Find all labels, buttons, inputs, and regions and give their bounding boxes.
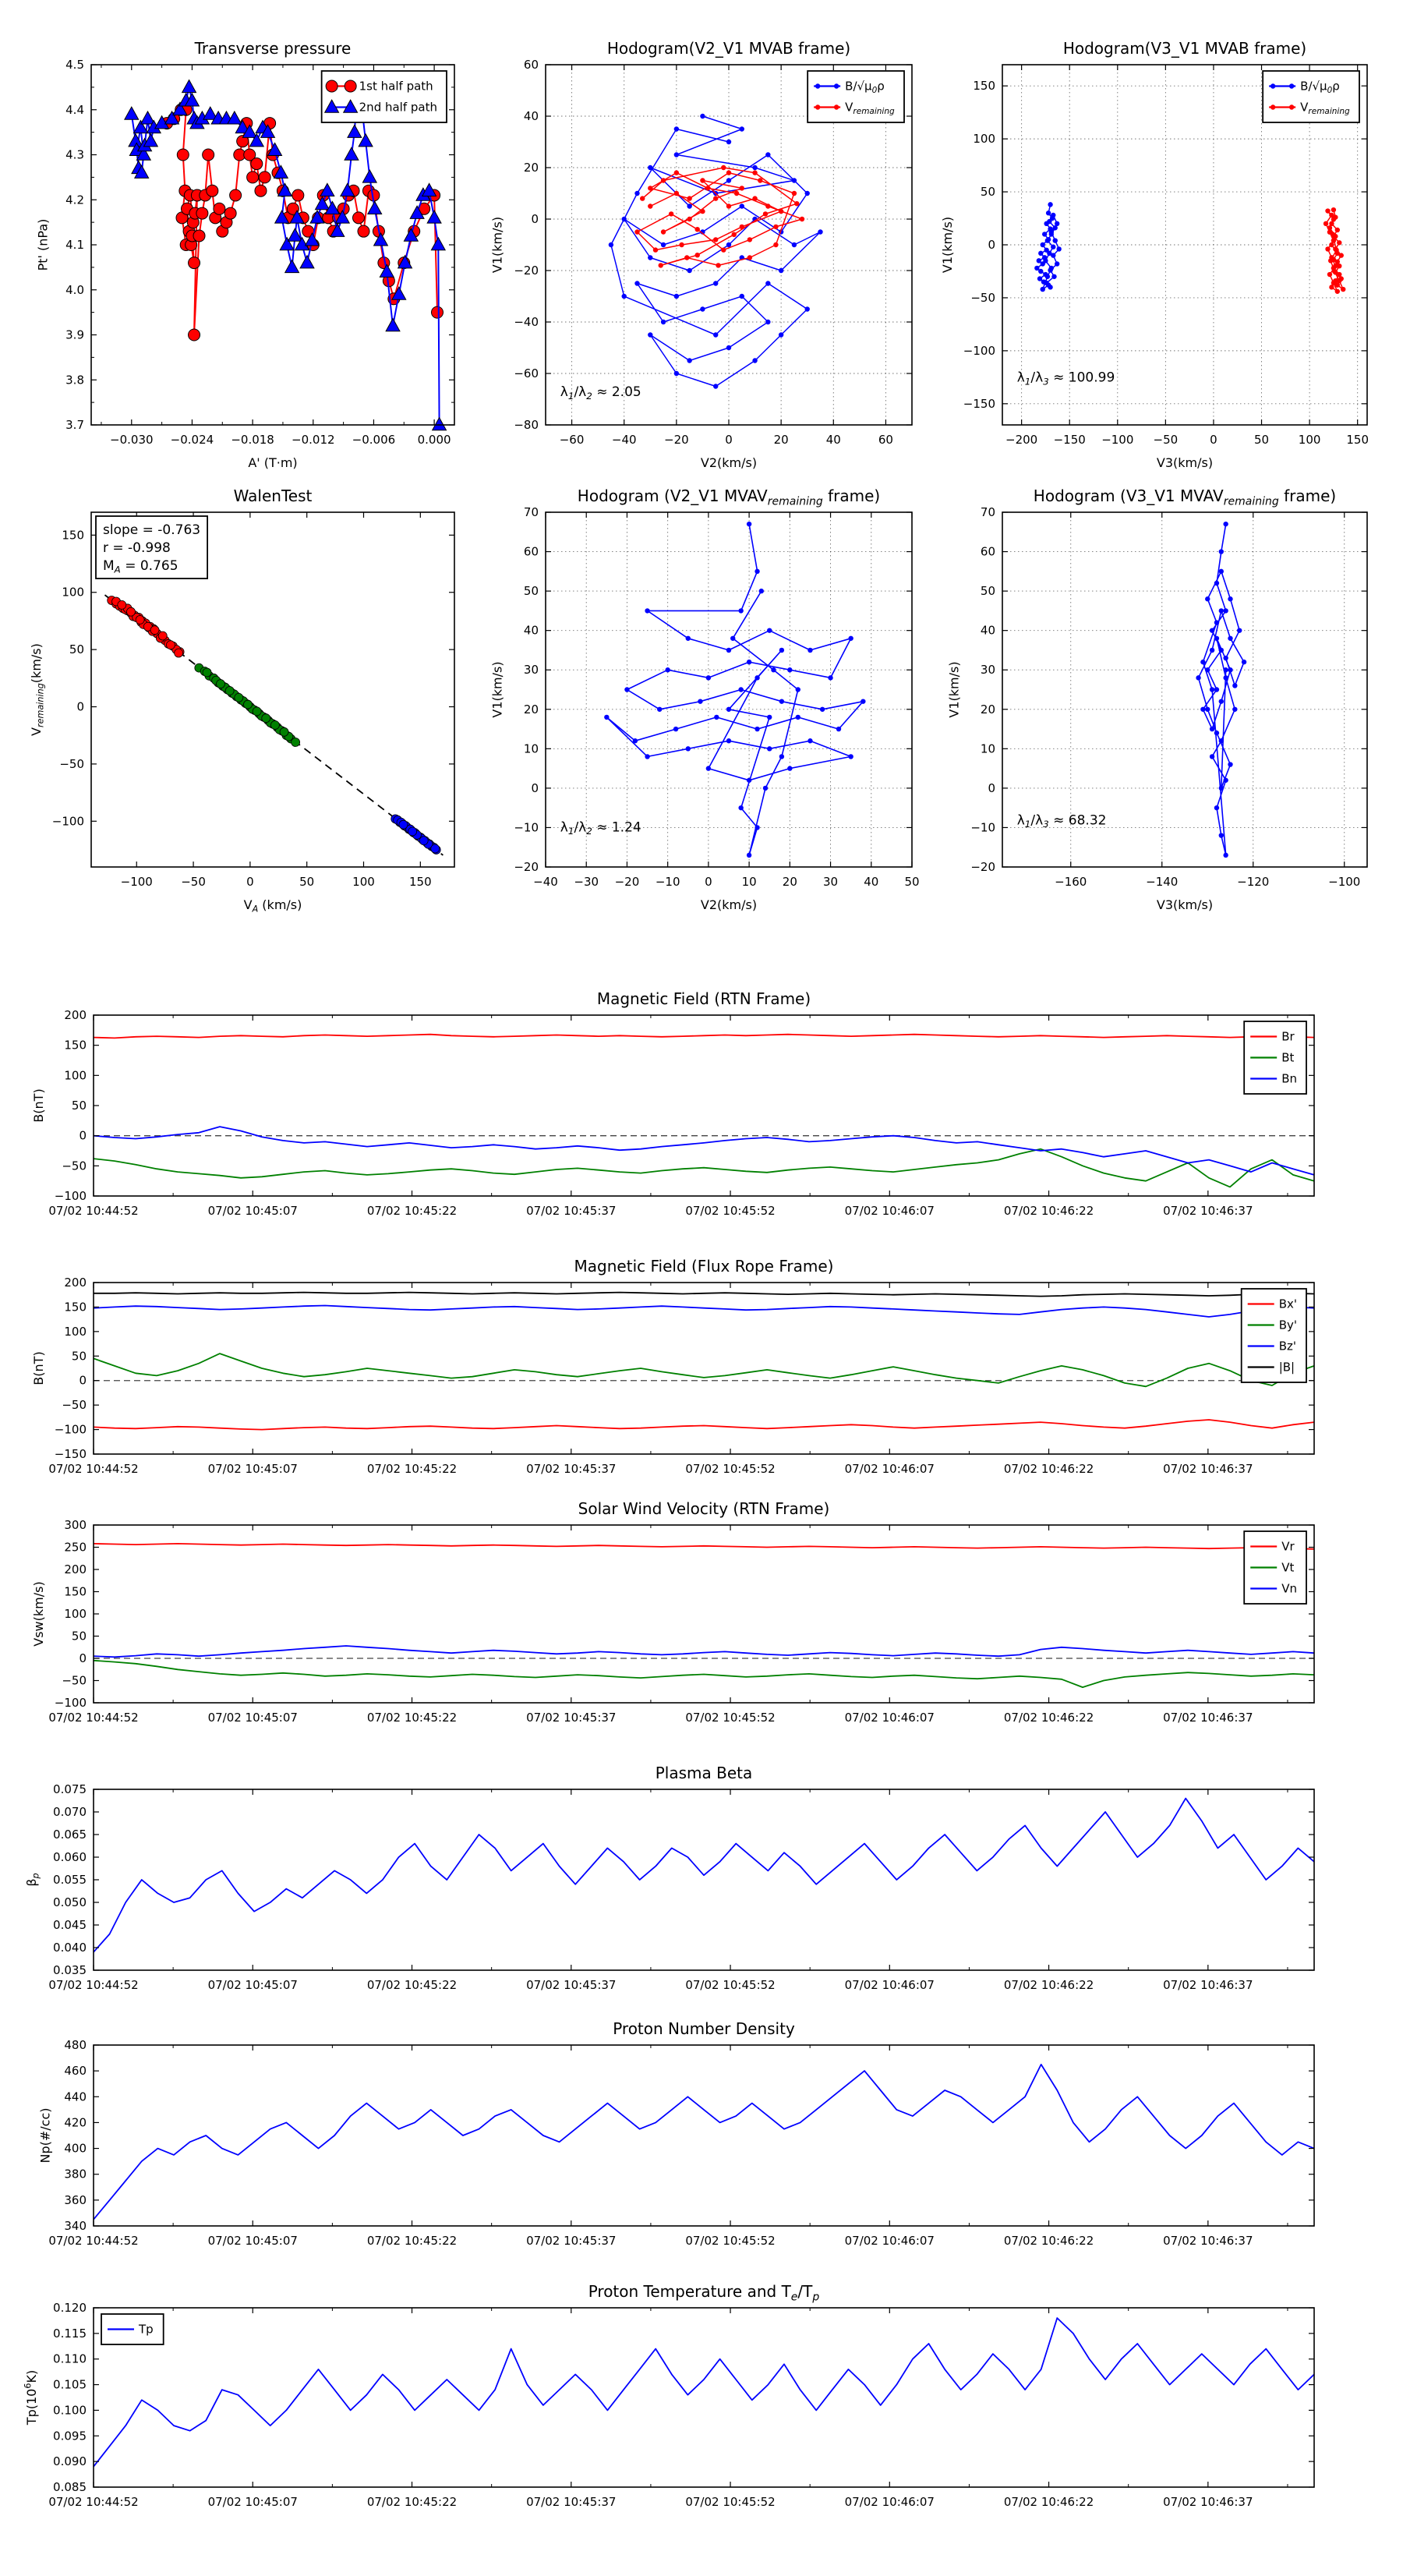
- x-tick-label: 0.000: [417, 433, 451, 447]
- y-tick-label: −50: [62, 1673, 87, 1688]
- y-tick-label: −20: [970, 860, 995, 874]
- y-tick-label: 0.045: [53, 1918, 87, 1932]
- y-tick-label: −60: [514, 366, 539, 380]
- y-tick-label: 0: [531, 780, 539, 795]
- chart-title: Solar Wind Velocity (RTN Frame): [578, 1499, 830, 1518]
- legend-label: $B/√\mu_0\rho$: [1300, 79, 1340, 95]
- y-tick-label: 150: [64, 1300, 87, 1315]
- plot-background: [94, 2308, 1314, 2487]
- chart-title: Hodogram (V3_V1 $MVAV_{remaining}$ frame): [1033, 487, 1337, 508]
- x-tick-label: −160: [1055, 875, 1087, 889]
- chart-title: Magnetic Field (RTN Frame): [596, 989, 811, 1008]
- legend: [1263, 71, 1359, 122]
- y-tick-label: 4.5: [65, 58, 84, 72]
- x-tick-label: 07/02 10:45:07: [207, 2495, 298, 2509]
- x-tick-label: −10: [655, 875, 680, 889]
- y-tick-label: 0.040: [53, 1941, 87, 1955]
- x-tick-label: 60: [878, 433, 893, 447]
- chart-title: Transverse pressure: [194, 39, 352, 58]
- x-tick-label: 07/02 10:46:37: [1163, 2495, 1253, 2509]
- annotation-text: $\lambda_1/\lambda_2 \approx 2.05$: [560, 384, 641, 402]
- chart-proton-temperature: [23, 2282, 1314, 2509]
- y-tick-label: 3.9: [65, 327, 84, 342]
- y-tick-label: 50: [71, 1349, 87, 1364]
- x-tick-label: 100: [352, 875, 375, 889]
- x-tick-label: −20: [664, 433, 689, 447]
- x-axis-label: A' (T·m): [248, 455, 298, 470]
- x-tick-label: 07/02 10:46:37: [1163, 2234, 1253, 2248]
- y-tick-label: 100: [64, 1324, 87, 1339]
- y-tick-label: −50: [59, 756, 84, 771]
- y-tick-label: 50: [69, 642, 84, 657]
- legend: [808, 71, 904, 122]
- y-tick-label: −50: [62, 1398, 87, 1413]
- y-tick-label: −80: [514, 418, 539, 432]
- legend: [1244, 1021, 1306, 1094]
- x-tick-label: −50: [1153, 433, 1179, 447]
- y-tick-label: 4.1: [65, 238, 84, 252]
- x-tick-label: −150: [1053, 433, 1086, 447]
- annotation-text: $\lambda_1/\lambda_2 \approx 1.24$: [560, 819, 641, 837]
- x-axis-label: V2(km/s): [700, 455, 758, 470]
- x-tick-label: −0.018: [231, 433, 274, 447]
- y-tick-label: 4.3: [65, 147, 84, 162]
- chart-walen-test: [29, 487, 454, 915]
- x-tick-label: 07/02 10:46:07: [844, 1978, 935, 1992]
- x-tick-label: 07/02 10:45:37: [526, 1462, 617, 1476]
- legend: [1244, 1531, 1306, 1604]
- y-tick-label: 0: [76, 699, 84, 714]
- y-tick-label: 0.085: [53, 2480, 87, 2494]
- legend-label: Bt: [1281, 1050, 1295, 1065]
- x-tick-label: 07/02 10:45:07: [207, 1978, 298, 1992]
- x-tick-label: 07/02 10:46:37: [1163, 1978, 1253, 1992]
- y-tick-label: 0.095: [53, 2429, 87, 2443]
- y-tick-label: 360: [64, 2192, 87, 2207]
- y-tick-label: −50: [62, 1159, 87, 1173]
- legend: [101, 2314, 164, 2344]
- y-tick-label: 0.100: [53, 2403, 87, 2418]
- chart-title: Plasma Beta: [655, 1764, 753, 1782]
- y-tick-label: 0: [531, 212, 539, 226]
- y-tick-label: 50: [71, 1099, 87, 1113]
- legend-label: By': [1278, 1318, 1297, 1332]
- y-tick-label: 3.8: [65, 373, 84, 387]
- y-tick-label: 150: [64, 1038, 87, 1053]
- y-tick-label: 0.110: [53, 2351, 87, 2366]
- y-tick-label: −100: [963, 343, 995, 358]
- x-tick-label: 07/02 10:46:07: [844, 1711, 935, 1725]
- y-tick-label: 100: [64, 1607, 87, 1621]
- x-tick-label: 07/02 10:44:52: [48, 2234, 139, 2248]
- chart-hodogram-v2v1-mvab: [490, 39, 912, 470]
- y-tick-label: 30: [523, 663, 539, 678]
- y-tick-label: −100: [54, 1696, 87, 1710]
- chart-plasma-beta: [24, 1764, 1314, 1992]
- y-tick-label: 4.0: [65, 282, 84, 297]
- y-tick-label: 20: [523, 702, 539, 717]
- x-tick-label: 07/02 10:46:07: [844, 2234, 935, 2248]
- chart-proton-number-density: [38, 2019, 1314, 2248]
- chart-magnetic-field-flux-rope: [31, 1257, 1314, 1476]
- y-axis-label: Vsw(km/s): [30, 1581, 46, 1647]
- y-tick-label: 50: [523, 584, 539, 599]
- y-tick-label: 0.065: [53, 1828, 87, 1842]
- legend-label: $B/√\mu_0\rho$: [845, 79, 885, 95]
- legend-label: 1st half path: [359, 79, 433, 94]
- x-tick-label: 07/02 10:46:37: [1163, 1711, 1253, 1725]
- y-tick-label: −40: [514, 315, 539, 329]
- legend-label: Bz': [1278, 1339, 1296, 1353]
- y-tick-label: −150: [54, 1447, 87, 1461]
- y-tick-label: 0.055: [53, 1873, 87, 1887]
- chart-title: Hodogram (V2_V1 $MVAV_{remaining}$ frame): [577, 487, 881, 508]
- x-tick-label: 07/02 10:45:52: [685, 1204, 776, 1218]
- x-tick-label: −20: [614, 875, 640, 889]
- x-tick-label: 10: [741, 875, 757, 889]
- chart-title: WalenTest: [233, 487, 313, 505]
- y-tick-label: 0.050: [53, 1895, 87, 1909]
- y-tick-label: 0: [79, 1128, 87, 1143]
- y-tick-label: 20: [980, 702, 995, 717]
- y-tick-label: 60: [523, 544, 539, 559]
- x-tick-label: 07/02 10:46:22: [1003, 2234, 1094, 2248]
- x-tick-label: 07/02 10:44:52: [48, 1711, 139, 1725]
- x-tick-label: −0.030: [110, 433, 154, 447]
- legend-label: Bn: [1281, 1071, 1297, 1086]
- x-tick-label: 07/02 10:45:37: [526, 1978, 617, 1992]
- y-axis-label: V1(km/s): [946, 661, 962, 718]
- y-axis-label: V1(km/s): [489, 661, 505, 718]
- chart-transverse-pressure: [36, 39, 454, 470]
- x-tick-label: 07/02 10:46:22: [1003, 1711, 1094, 1725]
- chart-solar-wind-velocity: [31, 1499, 1314, 1725]
- y-tick-label: 100: [64, 1068, 87, 1083]
- y-tick-label: 300: [64, 1518, 87, 1532]
- x-tick-label: −0.024: [170, 433, 214, 447]
- x-axis-label: V2(km/s): [700, 897, 758, 912]
- annotation-line: r = -0.998: [103, 540, 171, 556]
- chart-hodogram-v2v1-mvav: [490, 487, 920, 912]
- y-tick-label: 0.120: [53, 2301, 87, 2315]
- x-tick-label: 07/02 10:46:37: [1163, 1204, 1253, 1218]
- y-tick-label: 3.7: [65, 418, 84, 432]
- x-tick-label: 07/02 10:45:07: [207, 1711, 298, 1725]
- y-axis-label: $V_{remaining}(km/s)$: [28, 643, 46, 736]
- x-tick-label: 07/02 10:45:37: [526, 1204, 617, 1218]
- x-tick-label: 07/02 10:45:52: [685, 2495, 776, 2509]
- x-tick-label: 07/02 10:46:07: [844, 2495, 935, 2509]
- x-tick-label: 07/02 10:44:52: [48, 1978, 139, 1992]
- y-tick-label: 480: [64, 2038, 87, 2052]
- x-tick-label: 0: [246, 875, 254, 889]
- y-tick-label: 0: [988, 238, 995, 252]
- x-tick-label: 07/02 10:46:07: [844, 1462, 935, 1476]
- x-tick-label: 07/02 10:46:22: [1003, 1204, 1094, 1218]
- x-tick-label: 07/02 10:45:37: [526, 2495, 617, 2509]
- x-tick-label: 07/02 10:45:22: [366, 1462, 458, 1476]
- x-tick-label: 07/02 10:45:52: [685, 1711, 776, 1725]
- x-tick-label: −100: [1328, 875, 1361, 889]
- y-axis-label: B(nT): [30, 1088, 46, 1123]
- x-tick-label: 40: [825, 433, 841, 447]
- x-tick-label: 07/02 10:45:22: [366, 2234, 458, 2248]
- y-tick-label: 70: [523, 505, 539, 519]
- x-tick-label: 07/02 10:45:52: [685, 1978, 776, 1992]
- x-tick-label: 07/02 10:44:52: [48, 1204, 139, 1218]
- x-axis-label: V3(km/s): [1156, 455, 1214, 470]
- y-tick-label: 340: [64, 2219, 87, 2233]
- y-tick-label: 10: [523, 741, 539, 756]
- x-tick-label: 20: [773, 433, 789, 447]
- x-tick-label: 20: [782, 875, 797, 889]
- legend-label: Vn: [1281, 1581, 1297, 1596]
- x-tick-label: −100: [120, 875, 153, 889]
- y-tick-label: 0.075: [53, 1782, 87, 1796]
- annotation-line: slope = -0.763: [103, 522, 201, 538]
- y-tick-label: 50: [71, 1629, 87, 1644]
- x-tick-label: 0: [705, 875, 712, 889]
- legend-label: $V_{remaining}$: [845, 100, 895, 116]
- x-tick-label: 0: [1210, 433, 1217, 447]
- y-tick-label: 50: [980, 584, 995, 599]
- x-tick-label: −100: [1101, 433, 1134, 447]
- chart-magnetic-field-rtn: [31, 989, 1314, 1218]
- x-tick-label: 07/02 10:46:07: [844, 1204, 935, 1218]
- x-tick-label: 07/02 10:45:22: [366, 1204, 458, 1218]
- x-tick-label: 50: [299, 875, 315, 889]
- chart-title: Proton Number Density: [613, 2019, 795, 2038]
- x-tick-label: 0: [725, 433, 733, 447]
- y-tick-label: 250: [64, 1540, 87, 1555]
- y-tick-label: −100: [54, 1189, 87, 1203]
- legend-label: 2nd half path: [359, 100, 437, 115]
- annotation-text: $\lambda_1/\lambda_3 \approx 100.99$: [1016, 370, 1115, 387]
- plot-background: [94, 1015, 1314, 1196]
- y-axis-label: B(nT): [30, 1351, 46, 1385]
- x-tick-label: 30: [823, 875, 839, 889]
- x-tick-label: 07/02 10:45:52: [685, 1462, 776, 1476]
- plot-background: [94, 1789, 1314, 1970]
- chart-title: Proton Temperature and $T_e/T_p$: [588, 2282, 820, 2304]
- y-tick-label: 0.060: [53, 1850, 87, 1864]
- y-tick-label: 70: [980, 505, 995, 519]
- y-tick-label: 40: [980, 623, 995, 638]
- legend-label: Vr: [1281, 1539, 1295, 1554]
- chart-hodogram-v3v1-mvav: [947, 487, 1367, 912]
- y-tick-label: 100: [973, 132, 995, 147]
- x-tick-label: 150: [408, 875, 432, 889]
- chart-title: Magnetic Field (Flux Rope Frame): [574, 1257, 834, 1276]
- y-tick-label: 0: [988, 780, 995, 795]
- y-tick-label: 440: [64, 2089, 87, 2104]
- y-tick-label: 4.2: [65, 193, 84, 207]
- y-tick-label: 4.4: [65, 102, 84, 117]
- y-tick-label: 30: [980, 663, 995, 678]
- y-tick-label: 200: [64, 1276, 87, 1290]
- x-tick-label: 50: [904, 875, 920, 889]
- x-tick-label: 07/02 10:46:22: [1003, 1978, 1094, 1992]
- x-tick-label: −0.006: [352, 433, 396, 447]
- y-tick-label: −20: [514, 264, 539, 278]
- y-tick-label: 0.115: [53, 2326, 87, 2341]
- x-tick-label: 07/02 10:45:07: [207, 1462, 298, 1476]
- x-tick-label: 07/02 10:46:37: [1163, 1462, 1253, 1476]
- legend-label: Vt: [1281, 1560, 1295, 1575]
- y-tick-label: 100: [62, 585, 84, 600]
- chart-hodogram-v3v1-mvab: [940, 39, 1369, 470]
- legend-label: Br: [1281, 1029, 1295, 1044]
- y-tick-label: 0.070: [53, 1805, 87, 1819]
- y-tick-label: 0: [79, 1651, 87, 1665]
- y-tick-label: 150: [64, 1584, 87, 1599]
- x-tick-label: 07/02 10:46:22: [1003, 1462, 1094, 1476]
- legend-label: Tp: [139, 2322, 154, 2337]
- y-axis-label: V1(km/s): [489, 216, 505, 274]
- x-tick-label: 07/02 10:45:07: [207, 2234, 298, 2248]
- x-tick-label: 07/02 10:45:37: [526, 1711, 617, 1725]
- y-tick-label: 400: [64, 2141, 87, 2156]
- x-tick-label: −0.012: [292, 433, 335, 447]
- chart-title: Hodogram(V2_V1 MVAB frame): [606, 39, 851, 58]
- y-tick-label: −20: [514, 860, 539, 874]
- x-tick-label: −40: [611, 433, 637, 447]
- y-tick-label: 150: [973, 79, 995, 94]
- x-tick-label: 100: [1298, 433, 1321, 447]
- y-tick-label: 200: [64, 1008, 87, 1022]
- legend: [1242, 1289, 1306, 1382]
- y-tick-label: 420: [64, 2115, 87, 2130]
- y-tick-label: 10: [980, 741, 995, 756]
- annotation-text: $\lambda_1/\lambda_3 \approx 68.32$: [1016, 812, 1107, 830]
- y-tick-label: −100: [54, 1422, 87, 1437]
- x-tick-label: 50: [1253, 433, 1270, 447]
- y-tick-label: 60: [523, 58, 539, 72]
- x-tick-label: −120: [1237, 875, 1270, 889]
- x-axis-label: V3(km/s): [1156, 897, 1214, 912]
- x-tick-label: 07/02 10:45:22: [366, 1711, 458, 1725]
- x-tick-label: −50: [181, 875, 206, 889]
- x-tick-label: 07/02 10:45:22: [366, 1978, 458, 1992]
- y-tick-label: 0.090: [53, 2454, 87, 2469]
- x-tick-label: 150: [1346, 433, 1369, 447]
- annotation-line: $M_A = 0.765$: [103, 558, 178, 575]
- y-tick-label: 150: [62, 528, 84, 543]
- y-tick-label: −150: [963, 396, 995, 411]
- y-axis-label: V1(km/s): [939, 216, 955, 274]
- y-tick-label: −10: [970, 820, 995, 835]
- x-tick-label: 07/02 10:44:52: [48, 1462, 139, 1476]
- legend-label: |B|: [1278, 1360, 1295, 1375]
- y-tick-label: 380: [64, 2167, 87, 2181]
- y-tick-label: 0.105: [53, 2377, 87, 2392]
- x-tick-label: 07/02 10:44:52: [48, 2495, 139, 2509]
- y-tick-label: 40: [523, 109, 539, 123]
- x-tick-label: 07/02 10:45:07: [207, 1204, 298, 1218]
- x-tick-label: 07/02 10:45:52: [685, 2234, 776, 2248]
- annotation-box: [96, 516, 207, 579]
- plot-background: [94, 2045, 1314, 2226]
- x-tick-label: −140: [1146, 875, 1179, 889]
- x-tick-label: 40: [864, 875, 879, 889]
- y-axis-label: Pt' (nPa): [35, 218, 51, 271]
- y-axis-label: $Tp(10^6K)$: [23, 2369, 39, 2426]
- y-axis-label: Np(#/cc): [37, 2107, 53, 2164]
- y-tick-label: 200: [64, 1562, 87, 1576]
- x-tick-label: 07/02 10:45:37: [526, 2234, 617, 2248]
- legend-label: $V_{remaining}$: [1300, 100, 1350, 116]
- y-tick-label: −100: [51, 814, 84, 829]
- y-tick-label: −50: [970, 290, 995, 305]
- y-axis-label: $\beta_p$: [24, 1873, 41, 1887]
- x-axis-label: $V_A$ (km/s): [243, 897, 302, 915]
- y-tick-label: 40: [523, 623, 539, 638]
- y-tick-label: 460: [64, 2064, 87, 2079]
- x-tick-label: −30: [574, 875, 599, 889]
- y-tick-label: 50: [980, 185, 995, 200]
- x-tick-label: 07/02 10:45:22: [366, 2495, 458, 2509]
- chart-title: Hodogram(V3_V1 MVAB frame): [1062, 39, 1307, 58]
- x-tick-label: 07/02 10:46:22: [1003, 2495, 1094, 2509]
- legend-label: Bx': [1278, 1297, 1297, 1311]
- x-tick-label: −60: [559, 433, 585, 447]
- y-tick-label: 0.035: [53, 1963, 87, 1977]
- plot-background: [546, 512, 912, 867]
- y-tick-label: 0: [79, 1373, 87, 1388]
- y-tick-label: 60: [980, 544, 995, 559]
- legend: [322, 71, 447, 122]
- y-tick-label: −10: [514, 820, 539, 835]
- x-tick-label: −200: [1005, 433, 1038, 447]
- y-tick-label: 20: [523, 161, 539, 175]
- x-tick-label: −40: [533, 875, 558, 889]
